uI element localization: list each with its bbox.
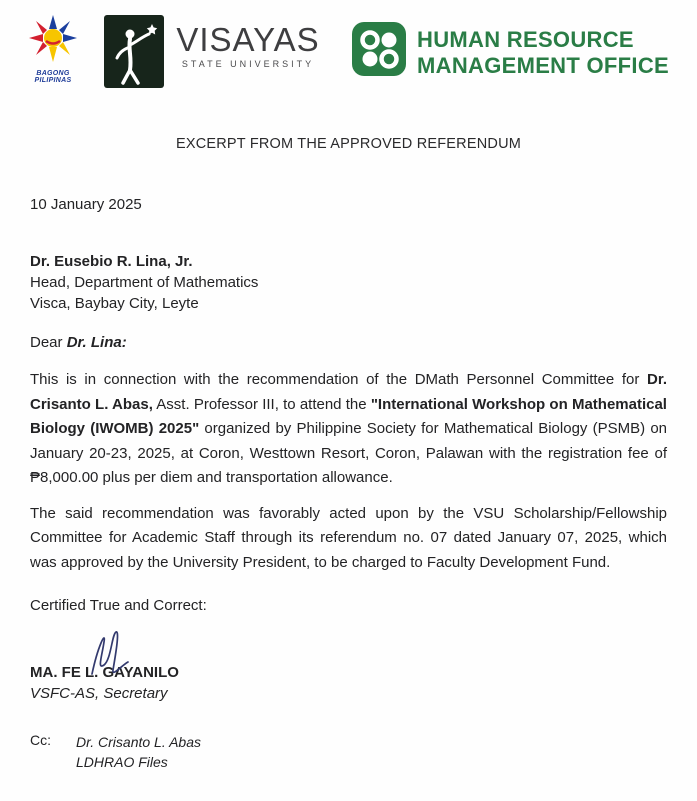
recipient-address: Visca, Baybay City, Leyte: [30, 295, 199, 312]
signature-block: [30, 664, 667, 702]
salutation-name: Dr. Lina:: [66, 334, 127, 351]
certification-line: Certified True and Correct:: [30, 597, 207, 614]
paragraph1-text-b: Asst. Professor III, to attend the: [152, 395, 371, 413]
university-wordmark: [170, 22, 326, 69]
signatory-name: MA. FE L. GAYANILO: [30, 664, 179, 681]
paragraph1-person-name: Dr. Crisanto L. Abas,: [30, 371, 667, 413]
recipient-block: [30, 251, 667, 314]
signatory-title: VSFC-AS, Secretary: [30, 685, 168, 702]
paragraph1-workshop-title: "International Workshop on Mathematical Biology (IWOMB) 2025": [30, 395, 667, 437]
bagong-pilipinas-logo: [18, 12, 88, 84]
office-name-line2: MANAGEMENT OFFICE: [417, 53, 669, 78]
cc-item: Dr. Crisanto L. Abas: [76, 734, 202, 750]
cc-label: Cc:: [30, 732, 51, 748]
document-title: EXCERPT FROM THE APPROVED REFERENDUM: [175, 136, 522, 152]
bagong-pilipinas-label: BAGONG PILIPINAS: [34, 70, 72, 84]
letterhead: [0, 0, 697, 112]
hrmo-logo: [352, 22, 406, 81]
paragraph1-text-a: This is in connection with the recommendation of the DMath Personnel Committee for: [30, 371, 647, 388]
hrmo-icon: [352, 22, 406, 76]
bagong-pilipinas-sun-icon: [19, 12, 87, 64]
university-subtitle: STATE UNIVERSITY: [181, 59, 315, 69]
recipient-position: Head, Department of Mathematics: [30, 274, 259, 291]
cc-item: LDHRAO Files: [76, 754, 168, 770]
paragraph1-text-c: organized by Philippine Society for Mathematical Biology (PSMB) on January 20-23, 2025, at Coron, Westtown Resort, Coron, Palawan with the registration fee of ₱8,000.00 plus per diem and transportation allowance.: [30, 420, 667, 486]
salutation: [30, 334, 667, 351]
office-name: [417, 27, 669, 79]
body-paragraph-1: [30, 368, 667, 491]
cc-block: [30, 732, 667, 772]
salutation-prefix: Dear: [30, 334, 67, 351]
recipient-name: Dr. Eusebio R. Lina, Jr.: [30, 253, 193, 270]
date-line: 10 January 2025: [30, 196, 142, 213]
university-name: VISAYAS: [176, 21, 320, 58]
body-paragraph-2: The said recommendation was favorably acted upon by the VSU Scholarship/Fellowship Committee for Academic Staff through its referendum no. 07 dated January 07, 2025, which was approved by the University President, to be charged to Faculty Development Fund.: [30, 504, 667, 571]
cc-items: [76, 732, 201, 772]
vsu-seal-icon: [104, 15, 164, 88]
office-name-line1: HUMAN RESOURCE: [417, 27, 634, 52]
vsu-seal-logo: [104, 15, 164, 93]
